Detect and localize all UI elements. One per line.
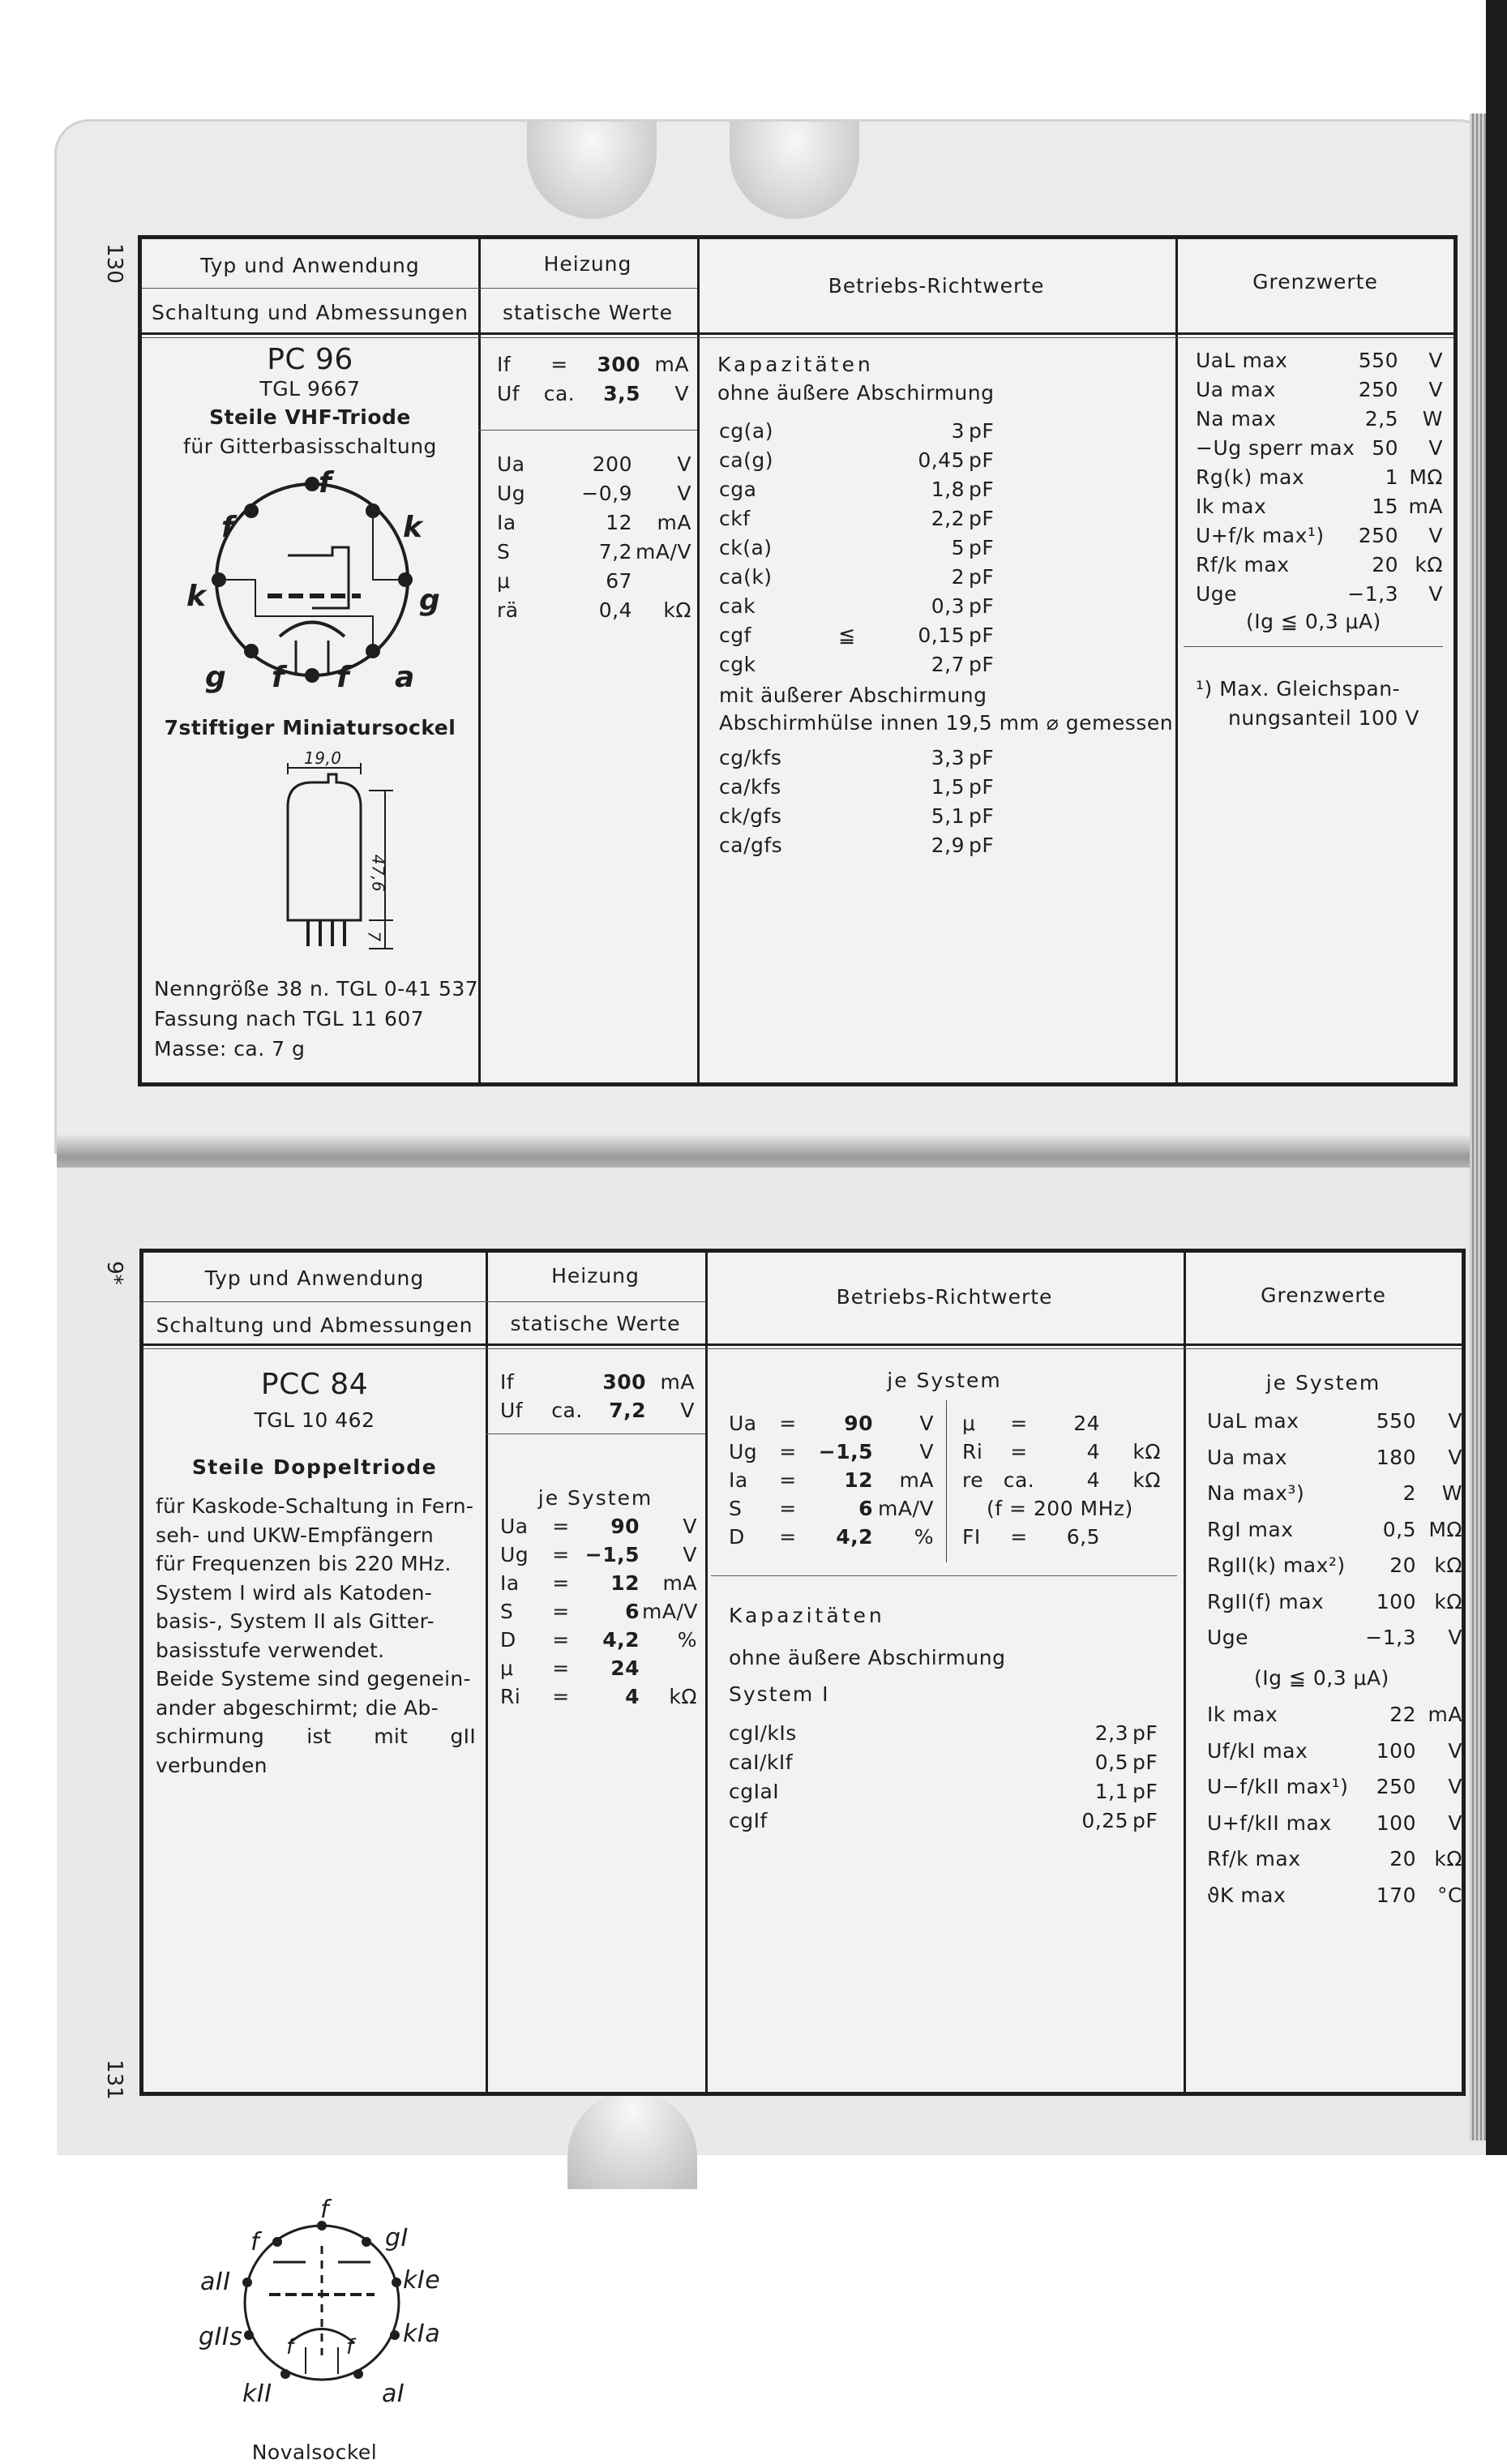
static-op: = <box>552 1656 570 1680</box>
limit-sym: Uf/kI max <box>1207 1738 1308 1763</box>
static-sym: μ <box>497 569 511 593</box>
limit-unit: W <box>1441 1481 1462 1505</box>
capacitance-sym: ca(g) <box>719 448 773 472</box>
pin-label-f: f <box>221 511 235 544</box>
tube-name: PC 96 <box>267 343 353 376</box>
operating-op: ca. <box>1003 1468 1035 1492</box>
operating-val: 6,5 <box>1066 1525 1100 1549</box>
pin-label-k: k <box>403 511 423 544</box>
pin-label-kIa: kIa <box>403 2320 441 2348</box>
limit-sym: UaL max <box>1196 349 1288 372</box>
static-val: 90 <box>610 1515 640 1538</box>
limit-val: 100 <box>1376 1589 1416 1613</box>
limit-sym: Uge <box>1207 1626 1249 1649</box>
heating-op: ca. <box>551 1399 583 1422</box>
description-line: Beide Systeme sind gegenein- <box>156 1667 471 1691</box>
operating-unit: mA <box>899 1468 934 1492</box>
static-val: 0,4 <box>598 598 632 622</box>
pin-label-aII: aII <box>200 2268 231 2296</box>
static-unit: V <box>683 1515 697 1538</box>
static-unit: mA <box>657 511 691 534</box>
operating-val: 12 <box>844 1468 873 1492</box>
limit-sym: RgII(k) max²) <box>1207 1553 1346 1577</box>
static-op: = <box>552 1600 570 1623</box>
capacitance-op: ≦ <box>838 623 856 647</box>
limit-note: (Ig ≦ 0,3 μA) <box>1254 1666 1389 1690</box>
dimension-width: 19,0 <box>304 748 342 768</box>
capacitance-sym: cgf <box>719 623 751 647</box>
pin-label-f: f <box>320 2196 330 2224</box>
capacitance-shielded-unit: pF <box>969 746 995 769</box>
capacitance-val: 3 <box>951 419 965 443</box>
static-val: 4 <box>625 1685 640 1708</box>
operating-val: 6 <box>858 1497 873 1520</box>
operating-val: 24 <box>1073 1412 1100 1435</box>
capacitance-shielded-val: 2,9 <box>931 833 965 857</box>
static-val: 12 <box>606 511 632 534</box>
footnote: ¹) Max. Gleichspan- <box>1196 677 1401 701</box>
limit-sym: Ik max <box>1196 495 1267 518</box>
header-circuit: Schaltung und Abmessungen <box>151 301 469 324</box>
limit-note: (Ig ≦ 0,3 μA) <box>1246 610 1381 633</box>
description-line: schirmung ist mit gII verbunden <box>156 1725 476 1777</box>
static-sym: Ia <box>500 1571 520 1595</box>
capacitance-sym: cg(a) <box>719 419 773 443</box>
capacitance-val: 1,1 <box>1094 1780 1128 1803</box>
capacitance-unit: pF <box>969 478 995 501</box>
capacitance-val: 0,15 <box>918 623 965 647</box>
static-sym: Ug <box>497 482 526 505</box>
heating-sym: If <box>497 353 512 376</box>
limit-val: 180 <box>1376 1445 1416 1469</box>
capacitance-unit: pF <box>1132 1721 1158 1745</box>
capacitance-val: 0,25 <box>1081 1809 1128 1832</box>
capacitance-sym: ca(k) <box>719 565 773 589</box>
operating-val: 90 <box>844 1412 873 1435</box>
operating-op: = <box>1010 1412 1028 1435</box>
static-sym: rä <box>497 598 519 622</box>
static-val: 4,2 <box>602 1628 640 1652</box>
description-line: seh- und UKW-Empfängern <box>156 1523 435 1547</box>
capacitance-shielded-val: 1,5 <box>931 775 965 799</box>
operating-title: je System <box>887 1369 1002 1392</box>
limit-unit: V <box>1448 1811 1462 1835</box>
limit-val: 0,5 <box>1382 1517 1416 1541</box>
capacitance-system: System I <box>729 1682 830 1706</box>
static-sym: D <box>500 1628 516 1652</box>
description-line: basis-, System II als Gitter- <box>156 1609 435 1633</box>
static-sym: μ <box>500 1656 514 1680</box>
pc96-table <box>138 235 1458 1086</box>
footnote: nungsanteil 100 V <box>1228 706 1419 730</box>
heating-val: 300 <box>602 1370 646 1394</box>
limit-val: 1 <box>1385 465 1398 489</box>
capacitance-unit: pF <box>1132 1809 1158 1832</box>
holder-spec: Fassung nach TGL 11 607 <box>154 1007 425 1031</box>
operating-op: = <box>779 1525 797 1549</box>
pin-label-gIIs: gIIs <box>199 2323 243 2351</box>
static-unit: mA <box>662 1571 697 1595</box>
capacitance-shielded-unit: pF <box>969 775 995 799</box>
capacitance-unit: pF <box>1132 1751 1158 1774</box>
capacitance-val: 1,8 <box>931 478 965 501</box>
header-operating: Betriebs-Richtwerte <box>836 1285 1053 1309</box>
pin-label-k: k <box>186 580 207 613</box>
pin-label-g: g <box>205 661 227 694</box>
limit-val: 250 <box>1358 378 1398 401</box>
page-number-bottom: 131 <box>101 2059 126 2100</box>
capacitance-val: 0,5 <box>1094 1751 1128 1774</box>
limit-sym: UaL max <box>1207 1409 1299 1433</box>
capacitance-shielded-val: 3,3 <box>931 746 965 769</box>
pcc84-table <box>139 1249 1466 2464</box>
static-op: = <box>552 1543 570 1566</box>
limit-val: −1,3 <box>1365 1626 1416 1649</box>
pin-label-kII: kII <box>242 2380 272 2408</box>
pin-label-kIe: kIe <box>403 2266 441 2295</box>
static-op: = <box>552 1685 570 1708</box>
limit-unit: mA <box>1428 1703 1462 1726</box>
capacitance-val: 2,3 <box>1094 1721 1128 1745</box>
capacitance-sym: cgIf <box>729 1809 768 1832</box>
limit-unit: V <box>1448 1626 1462 1649</box>
static-sym: Ua <box>497 452 525 476</box>
operating-op: = <box>1010 1440 1028 1463</box>
capacitance-subtitle: ohne äußere Abschirmung <box>717 381 995 405</box>
limit-unit: V <box>1448 1775 1462 1798</box>
heating-unit: V <box>680 1399 695 1422</box>
capacitance-title: Kapazitäten <box>717 353 874 376</box>
operating-sym: Ug <box>729 1440 758 1463</box>
operating-unit: kΩ <box>1132 1440 1161 1463</box>
limit-sym: U−f/kII max¹) <box>1207 1775 1349 1798</box>
operating-op: = <box>779 1412 797 1435</box>
capacitance-sym: cgk <box>719 653 756 676</box>
limit-unit: W <box>1422 407 1443 431</box>
limit-sym: Uge <box>1196 582 1238 606</box>
limit-sym: Rf/k max <box>1196 553 1290 576</box>
pin-label-g: g <box>419 584 441 617</box>
operating-val: (f = 200 MHz) <box>987 1497 1133 1520</box>
sheet-mark: 9* <box>101 1261 126 1285</box>
static-val: 67 <box>606 569 632 593</box>
limit-unit: kΩ <box>1415 553 1443 576</box>
header-operating: Betriebs-Richtwerte <box>828 274 1045 298</box>
pin-label-f: f <box>286 2335 294 2359</box>
limit-val: 20 <box>1372 553 1398 576</box>
static-val: 7,2 <box>598 540 632 564</box>
size-spec: Nenngröße 38 n. TGL 0-41 537 <box>154 977 479 1001</box>
capacitance-unit: pF <box>1132 1780 1158 1803</box>
static-op: = <box>552 1515 570 1538</box>
operating-val: 4,2 <box>836 1525 873 1549</box>
capacitance-val: 2 <box>951 565 965 589</box>
limit-sym: Ua max <box>1196 378 1277 401</box>
pin-label-f: f <box>346 2335 354 2359</box>
capacitance-unit: pF <box>969 623 995 647</box>
capacitance-title: Kapazitäten <box>729 1604 885 1627</box>
capacitance-shielded-unit: pF <box>969 833 995 857</box>
limit-val: 170 <box>1376 1883 1416 1907</box>
capacitance-unit: pF <box>969 419 995 443</box>
heating-val: 300 <box>597 353 640 376</box>
operating-unit: V <box>919 1412 934 1435</box>
description-line: für Frequenzen bis 220 MHz. <box>156 1552 452 1575</box>
capacitance-shielded-val: 5,1 <box>931 804 965 828</box>
heating-val: 7,2 <box>609 1399 646 1422</box>
pinout-diagram <box>191 466 434 693</box>
operating-op: = <box>1010 1525 1028 1549</box>
static-sym: S <box>497 540 511 564</box>
static-sym: Ug <box>500 1543 529 1566</box>
limit-val: −1,3 <box>1347 582 1398 606</box>
limit-unit: °C <box>1437 1883 1462 1907</box>
limit-unit: V <box>1448 1409 1462 1433</box>
heating-sym: Uf <box>500 1399 524 1422</box>
capacitance-sym: cga <box>719 478 757 501</box>
heating-unit: mA <box>660 1370 695 1394</box>
header-circuit: Schaltung und Abmessungen <box>156 1313 473 1337</box>
pin-label-f: f <box>319 466 332 499</box>
limit-sym: Ua max <box>1207 1445 1288 1469</box>
limit-val: 250 <box>1358 524 1398 547</box>
capacitance-sym: ckf <box>719 507 751 530</box>
limit-unit: V <box>1428 349 1443 372</box>
limit-unit: kΩ <box>1434 1589 1462 1613</box>
operating-sym: Ri <box>962 1440 983 1463</box>
operating-unit: % <box>914 1525 934 1549</box>
limits-title: je System <box>1265 1371 1381 1395</box>
static-val: 24 <box>610 1656 640 1680</box>
operating-val: 4 <box>1086 1468 1100 1492</box>
capacitance-val: 2,2 <box>931 507 965 530</box>
operating-unit: kΩ <box>1132 1468 1161 1492</box>
page-number-top: 130 <box>101 243 126 284</box>
header-heating: Heizung <box>543 252 632 276</box>
static-unit: V <box>683 1543 697 1566</box>
capacitance-unit: pF <box>969 565 995 589</box>
static-op: = <box>552 1628 570 1652</box>
capacitance-shielded: mit äußerer Abschirmung <box>719 683 987 707</box>
heating-unit: mA <box>654 353 689 376</box>
limit-sym: Ik max <box>1207 1703 1278 1726</box>
tube-application: für Gitterbasisschaltung <box>183 435 437 458</box>
limit-val: 2 <box>1402 1481 1416 1505</box>
limit-unit: V <box>1428 524 1443 547</box>
limit-sym: −Ug sperr max <box>1196 436 1355 460</box>
limit-unit: kΩ <box>1434 1553 1462 1577</box>
capacitance-subtitle: ohne äußere Abschirmung <box>729 1646 1006 1669</box>
pin-label-f: f <box>336 661 350 694</box>
limit-val: 20 <box>1389 1847 1416 1870</box>
limit-val: 550 <box>1376 1409 1416 1433</box>
limit-unit: V <box>1428 436 1443 460</box>
heating-val: 3,5 <box>603 382 640 405</box>
limit-unit: MΩ <box>1409 465 1443 489</box>
pin-label-f: f <box>272 661 285 694</box>
heating-sym: If <box>500 1370 515 1394</box>
capacitance-val: 2,7 <box>931 653 965 676</box>
operating-op: = <box>779 1440 797 1463</box>
socket-label: 7stiftiger Miniatursockel <box>164 716 456 739</box>
limit-sym: ϑK max <box>1207 1883 1287 1907</box>
static-val: 6 <box>625 1600 640 1623</box>
limit-sym: RgI max <box>1207 1517 1294 1541</box>
static-val: 12 <box>610 1571 640 1595</box>
operating-sym: D <box>729 1525 745 1549</box>
static-unit: V <box>677 482 691 505</box>
limit-sym: Na max³) <box>1207 1481 1305 1505</box>
limit-sym: RgII(f) max <box>1207 1589 1325 1613</box>
static-unit: kΩ <box>663 598 691 622</box>
static-sym: Ri <box>500 1685 521 1708</box>
limit-sym: Na max <box>1196 407 1277 431</box>
limit-val: 2,5 <box>1364 407 1398 431</box>
static-val: −0,9 <box>581 482 632 505</box>
limit-sym: U+f/kII max <box>1207 1811 1332 1835</box>
operating-sym: μ <box>962 1412 976 1435</box>
operating-sym: Ua <box>729 1412 757 1435</box>
capacitance-unit: pF <box>969 448 995 472</box>
heating-op: ca. <box>543 382 576 405</box>
capacitance-unit: pF <box>969 653 995 676</box>
header-heating: Heizung <box>551 1264 640 1288</box>
limit-val: 22 <box>1389 1703 1416 1726</box>
description-line: für Kaskode-Schaltung in Fern- <box>156 1494 474 1518</box>
header-static: statische Werte <box>503 301 673 324</box>
description-line: System I wird als Katoden- <box>156 1580 433 1605</box>
static-sym: S <box>500 1600 514 1623</box>
capacitance-unit: pF <box>969 507 995 530</box>
static-val: 200 <box>592 452 632 476</box>
capacitance-sym: caI/kIf <box>729 1751 794 1774</box>
capacitance-sym: cgIaI <box>729 1780 780 1803</box>
static-op: = <box>552 1571 570 1595</box>
operating-op: = <box>779 1497 797 1520</box>
capacitance-sym: ck(a) <box>719 536 773 559</box>
pin-label-aI: aI <box>382 2380 405 2408</box>
header-limits: Grenzwerte <box>1261 1283 1386 1307</box>
limit-val: 100 <box>1376 1738 1416 1763</box>
limit-unit: V <box>1428 378 1443 401</box>
header-type: Typ und Anwendung <box>204 1266 425 1290</box>
operating-val: 4 <box>1086 1440 1100 1463</box>
limit-val: 20 <box>1389 1553 1416 1577</box>
limit-unit: V <box>1448 1738 1462 1763</box>
capacitance-sym: cgI/kIs <box>729 1721 797 1745</box>
static-val: −1,5 <box>584 1543 640 1566</box>
limit-val: 100 <box>1376 1811 1416 1835</box>
operating-unit: mA/V <box>878 1497 934 1520</box>
capacitance-shielded-sym: ck/gfs <box>719 804 782 828</box>
operating-sym: S <box>729 1497 743 1520</box>
static-unit: V <box>677 452 691 476</box>
description-line: ander abgeschirmt; die Ab- <box>156 1695 439 1720</box>
pin-label-gI: gI <box>385 2224 409 2252</box>
operating-sym: Ia <box>729 1468 748 1492</box>
capacitance-shielded-sym: ca/gfs <box>719 833 783 857</box>
heating-op: = <box>550 353 568 376</box>
static-title: je System <box>537 1486 653 1510</box>
capacitance-shielded-sym: cg/kfs <box>719 746 782 769</box>
socket-label: Novalsockel <box>251 2440 378 2464</box>
header-limits: Grenzwerte <box>1252 270 1378 294</box>
capacitance-unit: pF <box>969 536 995 559</box>
pin-label-f: f <box>250 2228 260 2256</box>
limit-sym: U+f/k max¹) <box>1196 524 1325 547</box>
scan-edge <box>1486 0 1507 2155</box>
limit-unit: V <box>1448 1445 1462 1469</box>
limit-unit: MΩ <box>1428 1517 1462 1541</box>
description-line: basisstufe verwendet. <box>156 1638 385 1662</box>
static-unit: mA/V <box>642 1600 698 1623</box>
static-sym: Ua <box>500 1515 529 1538</box>
capacitance-val: 0,3 <box>931 594 965 618</box>
capacitance-shielded-unit: pF <box>969 804 995 828</box>
dimension-pin: 7 <box>364 931 384 942</box>
capacitance-shielded-sym: ca/kfs <box>719 775 781 799</box>
static-unit: kΩ <box>669 1685 697 1708</box>
pin-label-a: a <box>395 661 415 694</box>
tube-type: Steile VHF-Triode <box>209 405 411 429</box>
page-stack-edge <box>1470 114 1486 2140</box>
tube-name: PCC 84 <box>260 1368 369 1401</box>
capacitance-sym: cak <box>719 594 756 618</box>
operating-val: −1,5 <box>818 1440 873 1463</box>
static-unit: mA/V <box>636 540 691 564</box>
limit-sym: Rf/k max <box>1207 1847 1301 1870</box>
operating-unit: V <box>919 1440 934 1463</box>
limit-sym: Rg(k) max <box>1196 465 1305 489</box>
limit-unit: kΩ <box>1434 1847 1462 1870</box>
tube-type: Steile Doppeltriode <box>191 1455 438 1479</box>
operating-sym: FI <box>962 1525 981 1549</box>
heating-unit: V <box>674 382 689 405</box>
tube-standard: TGL 9667 <box>259 377 361 401</box>
capacitance-val: 0,45 <box>918 448 965 472</box>
header-static: statische Werte <box>510 1312 681 1335</box>
capacitance-val: 5 <box>951 536 965 559</box>
dimension-height: 47,6 <box>368 854 388 893</box>
static-unit: % <box>677 1628 697 1652</box>
tube-standard: TGL 10 462 <box>254 1408 375 1432</box>
capacitance-unit: pF <box>969 594 995 618</box>
limit-unit: mA <box>1408 495 1443 518</box>
limit-val: 15 <box>1372 495 1398 518</box>
capacitance-shield-note: Abschirmhülse innen 19,5 mm ⌀ gemessen <box>719 711 1174 735</box>
operating-op: = <box>779 1468 797 1492</box>
header-type: Typ und Anwendung <box>200 254 420 277</box>
static-sym: Ia <box>497 511 516 534</box>
limit-val: 250 <box>1376 1775 1416 1798</box>
mass-spec: Masse: ca. 7 g <box>154 1037 306 1061</box>
limit-unit: V <box>1428 582 1443 606</box>
limit-val: 50 <box>1372 436 1398 460</box>
operating-sym: re <box>962 1468 984 1492</box>
limit-val: 550 <box>1358 349 1398 372</box>
heating-sym: Uf <box>497 382 520 405</box>
